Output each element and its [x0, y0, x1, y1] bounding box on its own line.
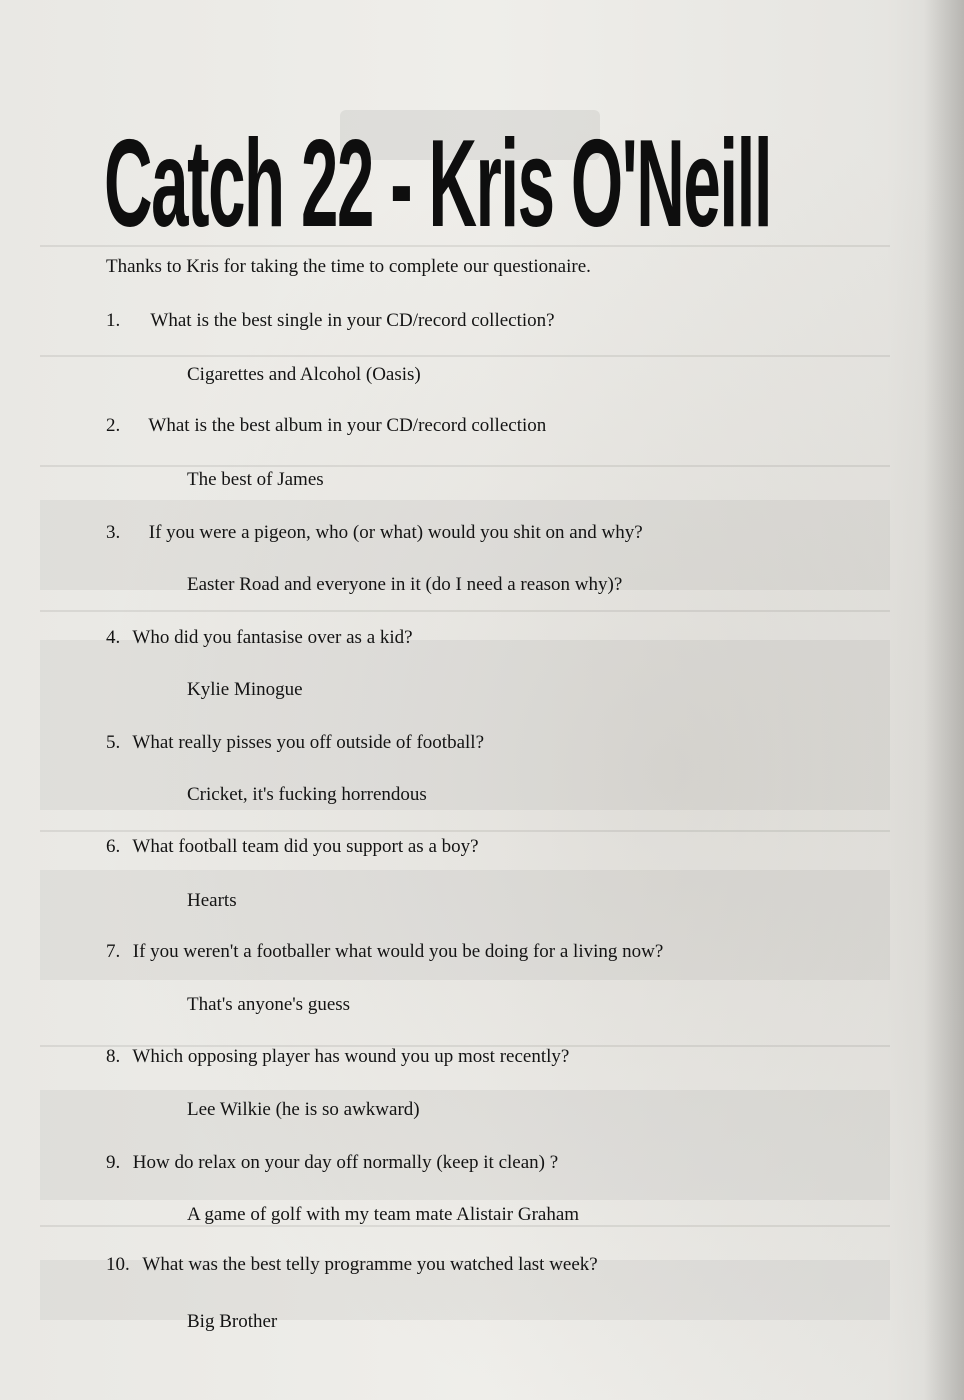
question-text: How do relax on your day off normally (keep it clean) ?: [132, 1152, 559, 1173]
intro-text: Thanks to Kris for taking the time to complete our questionaire.: [106, 256, 591, 277]
answer-2: The best of James: [187, 469, 324, 490]
show-through-rule: [40, 610, 890, 612]
question-number: 6.: [106, 836, 121, 857]
question-text: If you were a pigeon, who (or what) would you shit on and why?: [148, 522, 643, 543]
question-1: [106, 310, 555, 332]
question-number: 7.: [106, 941, 121, 962]
answer-3: Easter Road and everyone in it (do I need a reason why)?: [187, 574, 623, 595]
answer-8: Lee Wilkie (he is so awkward): [187, 1099, 420, 1120]
question-text: If you weren't a footballer what would you be doing for a living now?: [132, 941, 664, 962]
spine-shadow: [924, 0, 964, 1400]
question-text: Which opposing player has wound you up most recently?: [132, 1046, 570, 1067]
question-text: What really pisses you off outside of football?: [132, 732, 485, 753]
question-number: 2.: [106, 415, 121, 436]
answer-5: Cricket, it's fucking horrendous: [187, 784, 427, 805]
question-text: What was the best telly programme you watched last week?: [142, 1254, 598, 1275]
question-text: What is the best album in your CD/record collection: [148, 415, 547, 436]
show-through-blur: [40, 640, 890, 810]
answer-9: A game of golf with my team mate Alistair Graham: [187, 1204, 580, 1225]
answer-7: That's anyone's guess: [187, 994, 351, 1015]
question-text: What football team did you support as a boy?: [132, 836, 479, 857]
answer-1: Cigarettes and Alcohol (Oasis): [187, 364, 421, 385]
answer-6: Hearts: [187, 890, 237, 911]
show-through-blur: [40, 870, 890, 980]
show-through-rule: [40, 355, 890, 357]
question-number: 4.: [106, 627, 121, 648]
question-7: [106, 941, 663, 963]
question-text: Who did you fantasise over as a kid?: [132, 627, 413, 648]
answer-10: Big Brother: [187, 1311, 278, 1332]
question-number: 1.: [106, 310, 121, 331]
question-10: [106, 1254, 598, 1276]
show-through-rule: [40, 830, 890, 832]
question-6: [106, 836, 479, 858]
answer-4: Kylie Minogue: [187, 679, 303, 700]
question-3: [106, 522, 643, 544]
question-5: [106, 732, 484, 754]
question-4: [106, 627, 413, 649]
question-9: [106, 1152, 558, 1174]
question-number: 8.: [106, 1046, 121, 1067]
question-text: What is the best single in your CD/record collection?: [150, 310, 555, 331]
question-number: 3.: [106, 522, 121, 543]
page-title: Catch 22 - Kris O'Neill: [104, 114, 772, 254]
question-number: 9.: [106, 1152, 121, 1173]
show-through-rule: [40, 465, 890, 467]
question-2: [106, 415, 546, 437]
question-number: 5.: [106, 732, 121, 753]
question-8: [106, 1046, 569, 1068]
question-number: 10.: [106, 1254, 130, 1275]
show-through-blur: [40, 1090, 890, 1200]
